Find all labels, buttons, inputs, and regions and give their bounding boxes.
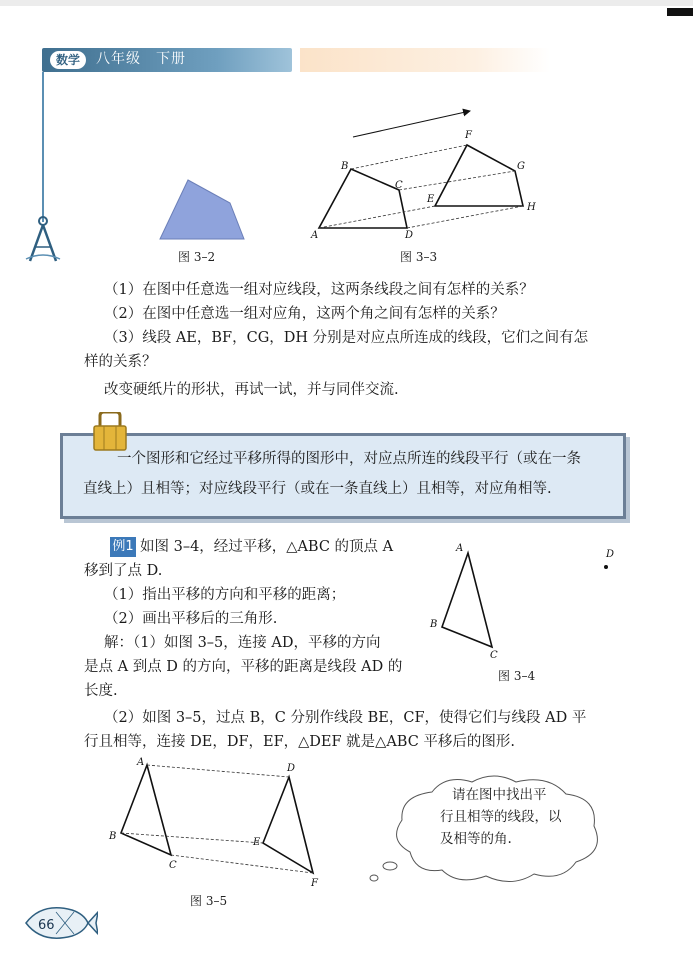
figure-3-2	[150, 175, 260, 245]
example-line-3: （1）指出平移的方向和平移的距离；	[104, 587, 346, 603]
quadrilateral-shape	[160, 180, 244, 239]
cloud-line-3: 及相等的角.	[440, 831, 512, 847]
note-line-2: 直线上）且相等；对应线段平行（或在一条直线上）且相等，对应角相等.	[83, 481, 552, 497]
translation-arrow	[353, 111, 470, 137]
question-3-cont: 样的关系？	[84, 354, 157, 370]
note-line-1: 一个图形和它经过平移所得的图形中，对应点所连的线段平行（或在一条	[117, 451, 581, 467]
fig-3-5-caption: 图 3–5	[190, 894, 228, 908]
triangle-abc	[121, 765, 171, 855]
label-a: A	[456, 543, 464, 554]
question-2: （2）在图中任意选一组对应角，这两个角之间有怎样的关系？	[104, 306, 505, 322]
page-number: 66	[38, 918, 55, 933]
example-line-1: 如图 3–4，经过平移，△ABC 的顶点 A	[140, 539, 394, 555]
label-d: D	[606, 549, 615, 560]
figure-3-4	[420, 535, 620, 665]
cloud-line-2: 行且相等的线段，以	[440, 809, 562, 825]
compass-icon	[22, 215, 64, 265]
label-c: C	[490, 650, 498, 661]
subject-label: 数学	[50, 51, 86, 69]
triangle-def	[263, 777, 313, 873]
label-b: B	[341, 161, 349, 172]
example-line-4: （2）画出平移后的三角形.	[104, 611, 278, 627]
point-d	[604, 565, 608, 569]
label-f: F	[311, 878, 318, 889]
quadrilateral-efgh	[435, 145, 523, 206]
activity-text: 改变硬纸片的形状，再试一试，并与同伴交流.	[104, 382, 399, 398]
question-1: （1）在图中任意选一组对应线段，这两条线段之间有怎样的关系？	[104, 282, 534, 298]
label-b: B	[109, 831, 117, 842]
example-line-2: 移到了点 D.	[84, 563, 163, 579]
label-b: B	[430, 619, 438, 630]
fig-3-4-caption: 图 3–4	[498, 669, 536, 683]
solution-line-3: 长度.	[84, 683, 118, 699]
triangle-abc	[442, 553, 492, 647]
fig-3-3-caption: 图 3–3	[400, 250, 438, 264]
label-g: G	[517, 161, 525, 172]
margin-rule	[42, 72, 44, 222]
label-a: A	[311, 230, 319, 240]
label-h: H	[527, 202, 536, 213]
quadrilateral-abcd	[319, 169, 407, 228]
figure-3-3	[305, 105, 545, 240]
solution-line-1: 解：（1）如图 3–5，连接 AD，平移的方向	[104, 635, 381, 651]
label-e: E	[427, 194, 435, 205]
page-top-edge	[0, 0, 693, 6]
fig-3-2-caption: 图 3–2	[178, 250, 216, 264]
label-c: C	[169, 860, 177, 871]
fish-icon	[22, 900, 98, 946]
label-a: A	[137, 757, 145, 768]
solution-line-5: 行且相等，连接 DE，DF，EF，△DEF 就是△ABC 平移后的图形.	[84, 734, 516, 750]
property-note-box	[60, 433, 626, 519]
example-badge: 例1	[110, 537, 136, 557]
corner-tab	[667, 8, 693, 16]
label-d: D	[405, 230, 414, 240]
cloud-line-1: 请在图中找出平	[452, 787, 547, 803]
figure-3-5	[105, 755, 335, 890]
header-gradient-strip	[300, 48, 550, 72]
label-f: F	[465, 130, 472, 141]
label-d: D	[287, 763, 296, 774]
solution-line-4: （2）如图 3–5，过点 B，C 分别作线段 BE，CF，使得它们与线段 AD 平	[104, 710, 587, 726]
binder-clip-icon	[92, 412, 128, 460]
solution-line-2: 是点 A 到点 D 的方向，平移的距离是线段 AD 的	[84, 659, 403, 675]
grade-label: 八年级 下册	[96, 51, 186, 67]
question-3: （3）线段 AE，BF，CG，DH 分别是对应点所连成的线段，它们之间有怎	[104, 330, 589, 346]
label-e: E	[253, 837, 261, 848]
label-c: C	[395, 180, 403, 191]
